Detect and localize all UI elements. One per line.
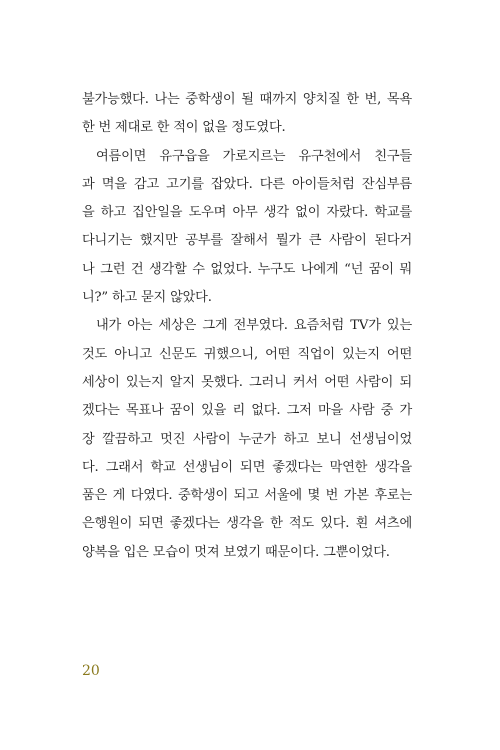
text-line: 나 그런 건 생각할 수 없었다. 누구도 나에게 “넌 꿈이 뭐	[82, 261, 412, 277]
text-line: 여름이면 유구읍을 가로지르는 유구천에서 친구들	[96, 148, 412, 164]
text-line: 다. 그래서 학교 선생님이 되면 좋겠다는 막연한 생각을	[82, 459, 412, 475]
text-line: 품은 게 다였다. 중학생이 되고 서울에 몇 번 가본 후로는	[82, 488, 412, 504]
text-line: 한 번 제대로 한 적이 없을 정도였다.	[82, 120, 286, 136]
text-line: 것도 아니고 신문도 귀했으니, 어떤 직업이 있는지 어떤	[82, 346, 412, 362]
text-line: 은행원이 되면 좋겠다는 생각을 한 적도 있다. 흰 셔츠에	[82, 516, 412, 532]
text-line: 양복을 입은 모습이 멋져 보였기 때문이다. 그뿐이었다.	[82, 544, 390, 560]
text-line: 세상이 있는지 알지 못했다. 그러니 커서 어떤 사람이 되	[82, 374, 412, 390]
text-line: 겠다는 목표나 꿈이 있을 리 없다. 그저 마을 사람 중 가	[82, 403, 412, 419]
text-line: 다니기는 했지만 공부를 잘해서 뭘가 큰 사람이 된다거	[82, 233, 412, 249]
text-line: 불가능했다. 나는 중학생이 될 때까지 양치질 한 번, 목욕	[82, 92, 412, 107]
page-number: 20	[82, 663, 100, 679]
body-text	[82, 86, 412, 567]
text-line: 을 하고 집안일을 도우며 아무 생각 없이 자랐다. 학교를	[82, 205, 412, 221]
text-line: 장 깔끔하고 멋진 사람이 누군가 하고 보니 선생님이었	[82, 431, 412, 447]
text-line: 내가 아는 세상은 그게 전부였다. 요즘처럼 TV가 있는	[96, 318, 412, 334]
text-line: 과 멱을 감고 고기를 잡았다. 다른 아이들처럼 잔심부름	[82, 176, 412, 192]
text-line: 니?” 하고 묻지 않았다.	[82, 290, 212, 306]
